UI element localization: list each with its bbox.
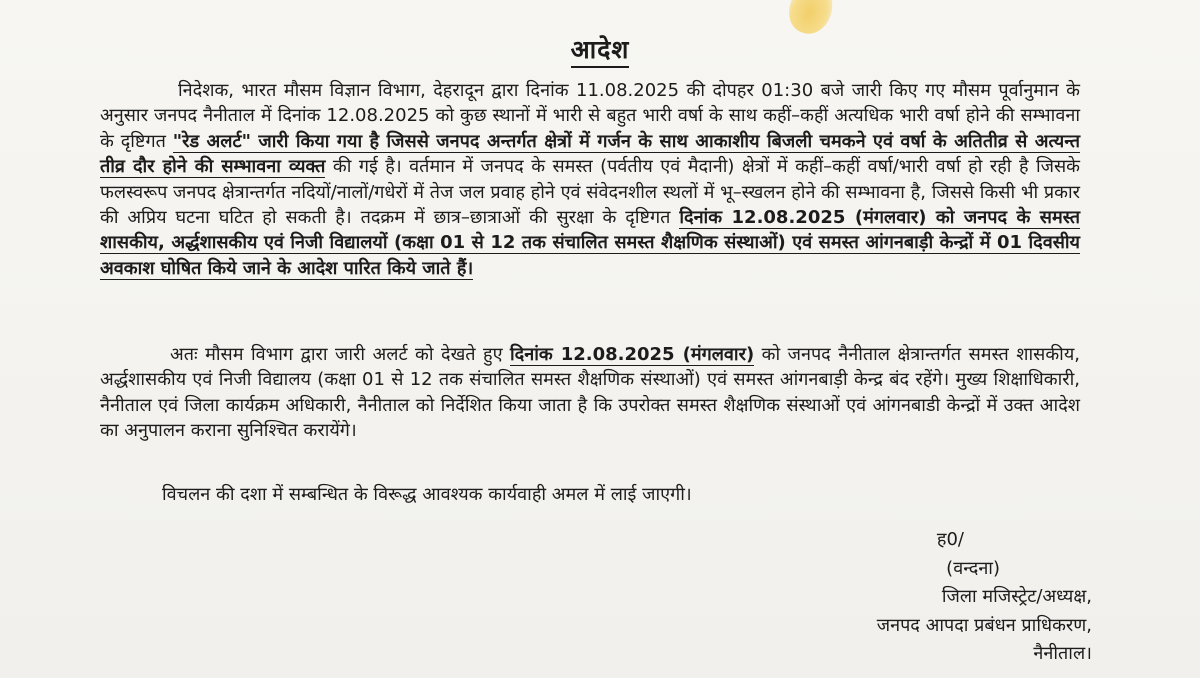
signatory-authority: जनपद आपदा प्रबंधन प्राधिकरण,	[876, 614, 1092, 636]
signatory-name: (वन्दना)	[946, 557, 1000, 579]
paragraph-1-text-b: की गई है। वर्तमान में जनपद के समस्त (पर्वतीय एवं मैदानी) क्षेत्रों में कहीं–कहीं वर्षा/भारी वर्षा हो रही है जिसके फलस्वरूप जनपद क्षेत्रान्तर्गत नदियों/नालों/गधेरों में तेज जल प्रवाह होने एवं संवेदनशील स्थलों में भू–स्खलन होने की सम्भावना है, जिससे किसी भी प्रकार की अप्रिय घटना घटित हो सकती है। तदक्रम में छात्र–छात्राओं की सुरक्षा के दृष्टिगत	[100, 156, 1080, 229]
paragraph-2	[100, 342, 1080, 444]
order-title-text: आदेश	[571, 35, 630, 68]
signature-mark: ह0/	[936, 529, 964, 550]
paragraph-2-text-a: अतः मौसम विभाग द्वारा जारी अलर्ट को देखते हुए	[170, 344, 510, 365]
signatory-location: नैनीताल।	[1033, 643, 1092, 664]
paragraph-2-text-b: को जनपद नैनीताल क्षेत्रान्तर्गत समस्त शासकीय, अर्द्धशासकीय एवं निजी विद्यालय (कक्षा 01 से 12 तक संचालित समस्त शैक्षणिक संस्थाओं) एवं समस्त आंगनबाड़ी केन्द्र बंद रहेंगे। मुख्य शिक्षाधिकारी, नैनीताल एवं जिला कार्यक्रम अधिकारी, नैनीताल को निर्देशित किया जाता है कि उपरोक्त समस्त शैक्षणिक संस्थाओं एवं आंगनबाडी केन्द्रों में उक्त आदेश का अनुपालन कराना सुनिश्चित करायेंगे।	[100, 344, 1081, 442]
paragraph-1-text-a: निदेशक, भारत मौसम विज्ञान विभाग, देहरादून द्वारा दिनांक 11.08.2025 की दोपहर 01:30 बजे जारी किए गए मौसम पूर्वानुमान के अनुसार जनपद नैनीताल में दिनांक 12.08.2025 को कुछ स्थानों में भारी से बहुत भारी वर्षा के साथ कहीं–कहीं अत्यधिक भारी वर्षा होने की सम्भावना के दृष्टिगत	[100, 80, 1080, 152]
signatory-designation: जिला मजिस्ट्रेट/अध्यक्ष,	[941, 586, 1092, 607]
paragraph-3-text: विचलन की दशा में सम्बन्धित के विरूद्ध आवश्यक कार्यवाही अमल में लाई जाएगी।	[162, 484, 692, 505]
order-title	[0, 32, 1200, 66]
signature-block	[732, 526, 1092, 669]
paragraph-1-highlight-red-alert: "रेड अलर्ट" जारी किया गया है जिससे जनपद अन्तर्गत क्षेत्रों में गर्जन के साथ आकाशीय बिजली चमकने एवं वर्षा के अतितीव्र से अत्यन्त तीव्र दौर होने की सम्भावना व्यक्त	[100, 130, 1080, 178]
paragraph-2-highlight-date: दिनांक 12.08.2025 (मंगलवार)	[510, 344, 755, 365]
paragraph-1	[100, 78, 1080, 281]
paragraph-1-highlight-holiday: दिनांक 12.08.2025 (मंगलवार) को जनपद के समस्त शासकीय, अर्द्धशासकीय एवं निजी विद्यालयों (कक्षा 01 से 12 तक संचालित समस्त शैक्षणिक संस्थाओं) एवं समस्त आंगनबाड़ी केन्द्रों में 01 दिवसीय अवकाश घोषित किये जाने के आदेश पारित किये जाते हैं।	[100, 207, 1080, 279]
paragraph-3	[100, 482, 1080, 507]
